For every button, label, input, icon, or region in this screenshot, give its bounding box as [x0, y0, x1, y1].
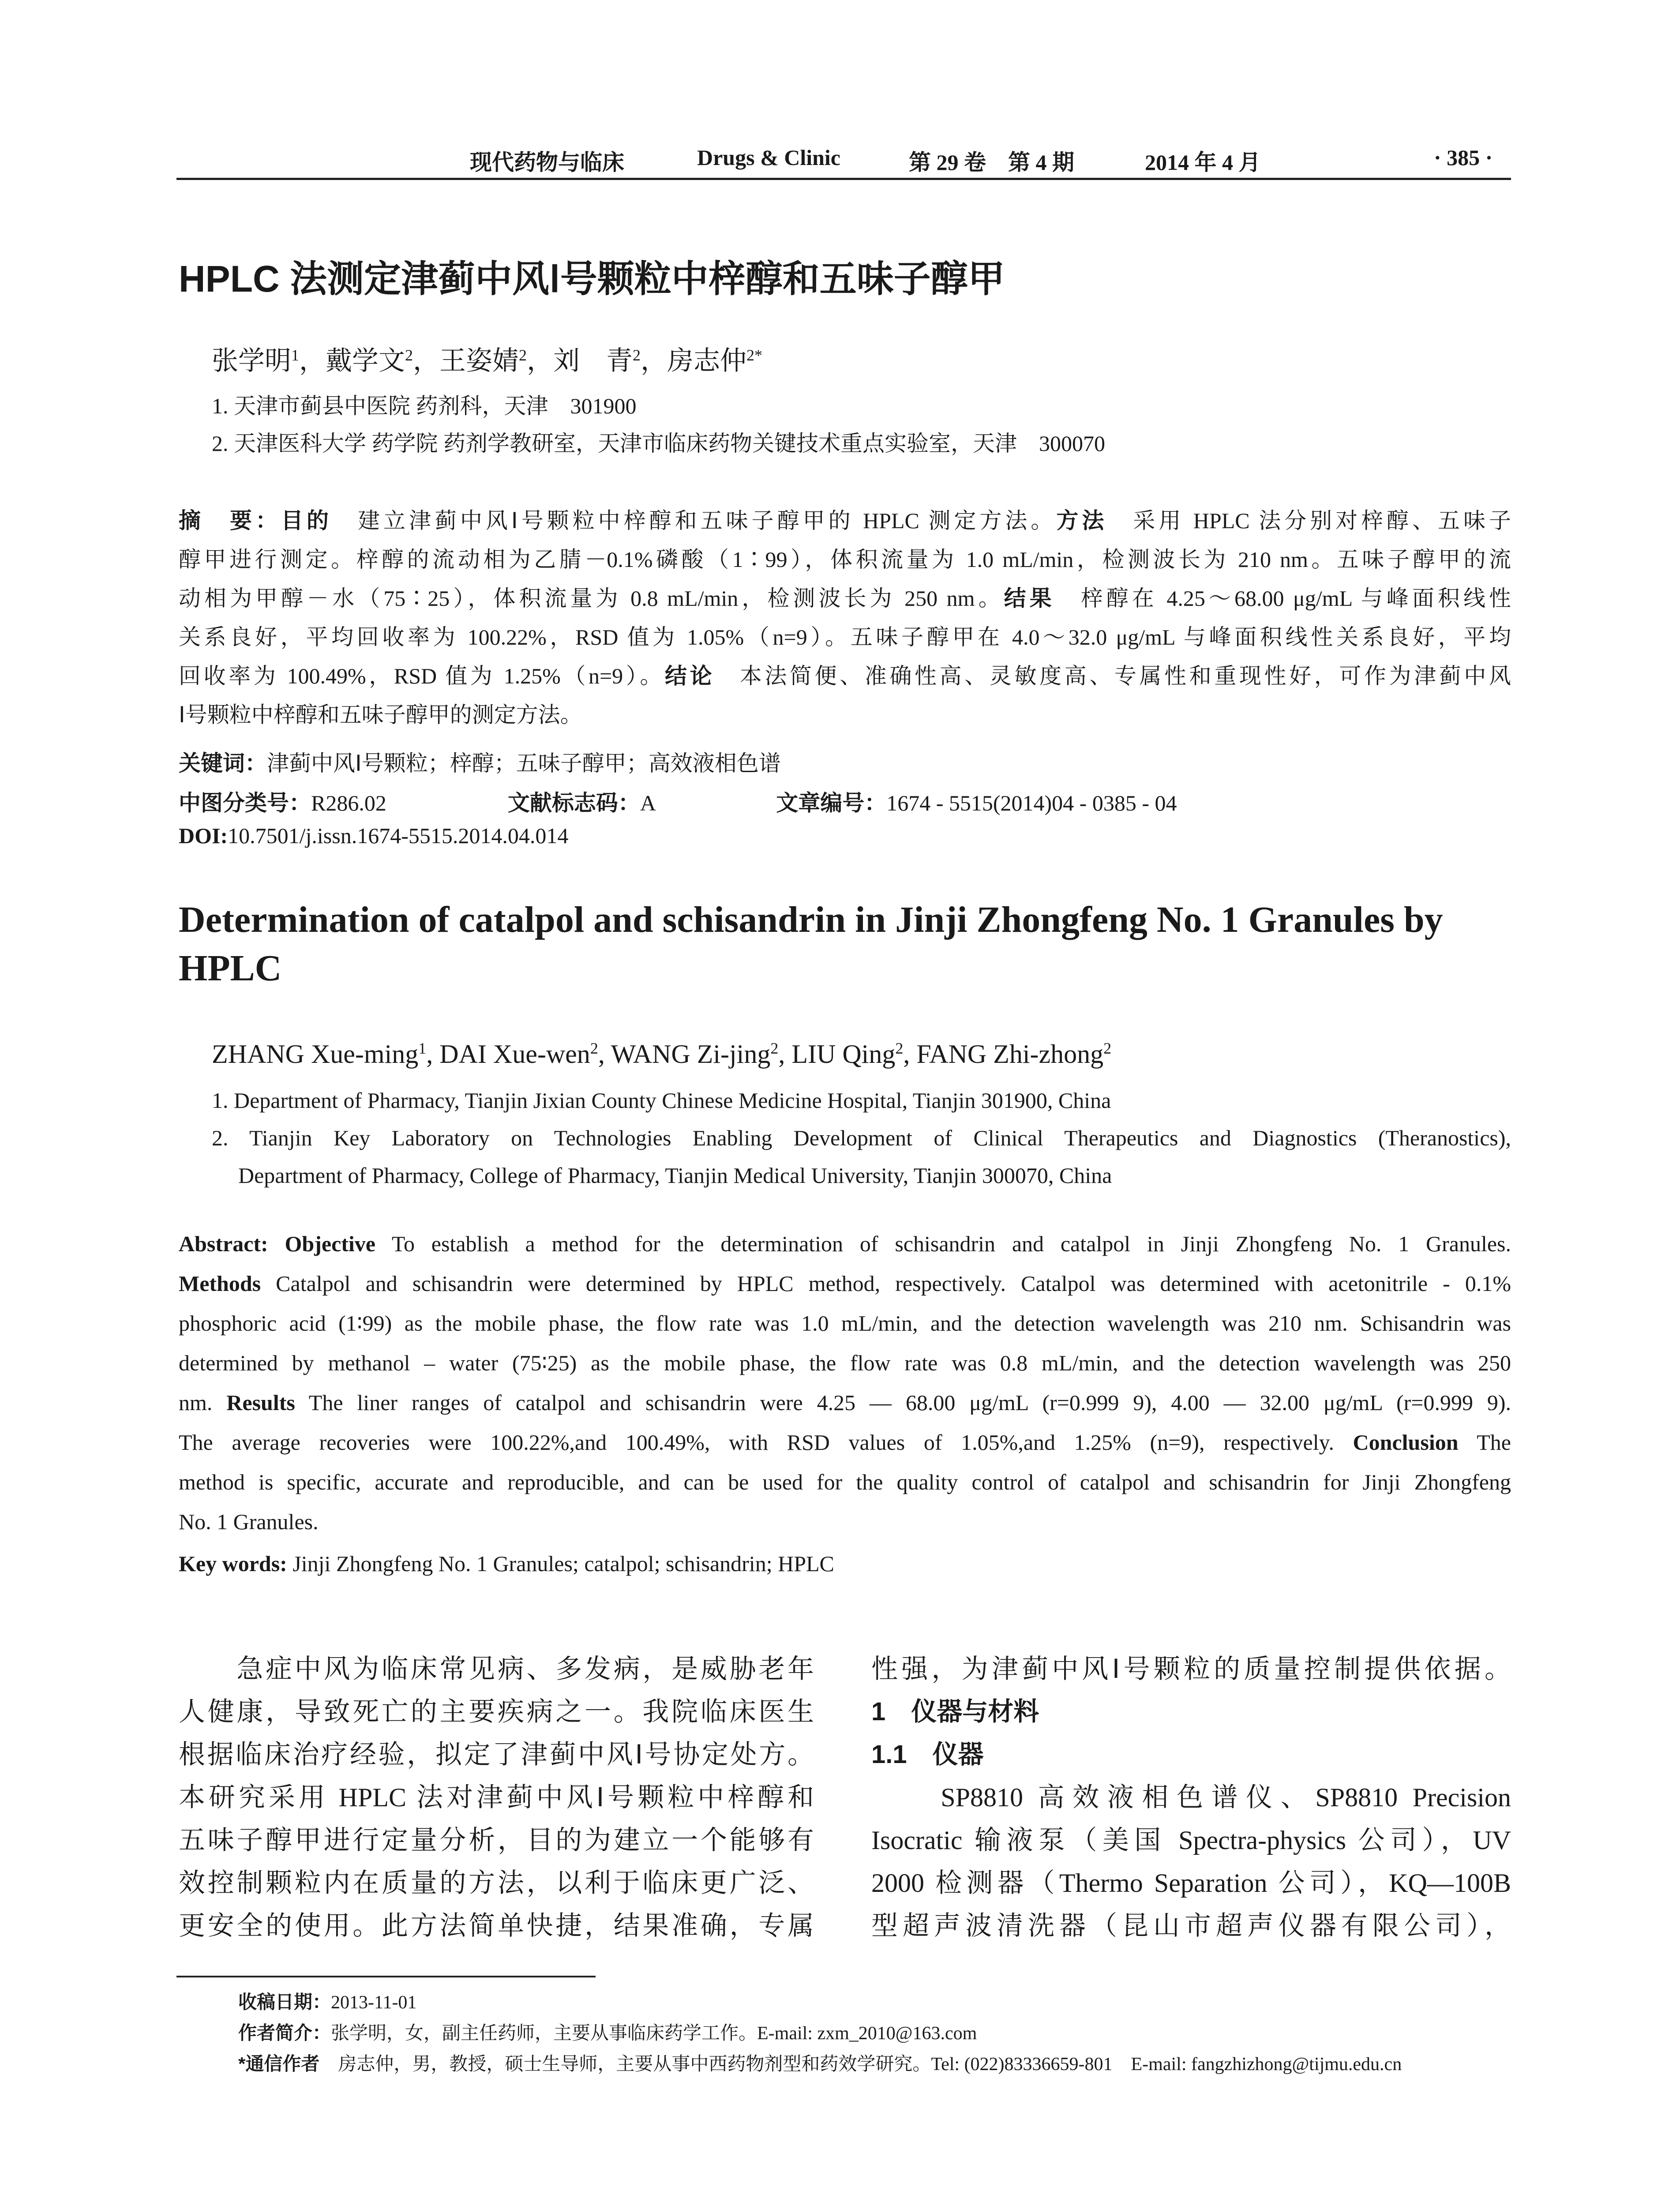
article-no-value: 1674 - 5515(2014)04 - 0385 - 04 [886, 791, 1177, 815]
author-affiliation-mark: 2 [590, 1039, 598, 1057]
author-name: 张学明 [212, 346, 291, 375]
body-text-line: 五味子醇甲进行定量分析，目的为建立一个能够有 [179, 1826, 814, 1855]
running-header [176, 141, 1511, 176]
author-separator: ， [527, 346, 553, 375]
abstract-text: No. 1 Granules. [179, 1509, 319, 1534]
author-affiliation-mark: 2 [770, 1039, 779, 1057]
body-text-line: 2000 检测器（Thermo Separation 公司），KQ—100B [871, 1868, 1511, 1898]
abstract-label: 摘 要： [179, 508, 281, 533]
cn-authors [212, 340, 762, 378]
body-text-line: 型超声波清洗器（昆山市超声仪器有限公司）， [871, 1911, 1511, 1940]
abstract-section-label: 结论 [664, 664, 715, 688]
abstract-line [179, 1350, 1511, 1376]
abstract-text: 采用 HPLC 法分别对梓醇、五味子 [1107, 508, 1511, 533]
abstract-text: method is specific, accurate and reproducible, and can be used for the quality control of catalpol and schisandrin for Jinji Zhongfeng [179, 1470, 1511, 1494]
abstract-text: 回收率为 100.49%，RSD 值为 1.25%（n=9）。 [179, 664, 665, 688]
author-label: 作者简介： [238, 2022, 331, 2043]
cn-keywords-text: 津蓟中风Ⅰ号颗粒；梓醇；五味子醇甲；高效液相色谱 [267, 751, 781, 776]
footnote-corresponding [238, 2049, 1402, 2076]
author-separator: ， [413, 346, 439, 375]
corr-info: 房志仲，男，教授，硕士生导师，主要从事中西药物剂型和药效学研究。Tel: (022)83336659-801 E-mail: fangzhizhong@tijmu.edu.cn [319, 2054, 1402, 2075]
doi-value: 10.7501/j.issn.1674-5515.2014.04.014 [228, 823, 569, 848]
author-name: DAI Xue-wen [439, 1039, 590, 1069]
abstract-line [179, 1429, 1511, 1455]
body-text-line: Isocratic 输液泵（美国 Spectra-physics 公司），UV [871, 1826, 1511, 1855]
body-text-line: 人健康，导致死亡的主要疾病之一。我院临床医生 [179, 1697, 814, 1726]
volume-issue: 第 29 卷 第 4 期 [909, 150, 1074, 175]
en-keywords-text: Jinji Zhongfeng No. 1 Granules; catalpol; schisandrin; HPLC [292, 1551, 834, 1576]
footnote-rule [176, 1976, 596, 1977]
en-title: Determination of catalpol and schisandrin in Jinji Zhongfeng No. 1 Granules by HPLC [179, 899, 1443, 989]
page-number: · 385 · [1434, 145, 1493, 170]
abstract-text: The liner ranges of catalpol and schisandrin were 4.25 — 68.00 μg/mL (r=0.999 9), 4.00 — 32.00 μg/mL (r=0.999 9). [295, 1390, 1511, 1415]
abstract-text: 本法简便、准确性高、灵敏度高、专属性和重现性好，可作为津蓟中风 [715, 664, 1511, 688]
abstract-text: 醇甲进行测定。梓醇的流动相为乙腈－0.1%磷酸（1∶99），体积流量为 1.0 mL/min，检测波长为 210 nm。五味子醇甲的流 [179, 547, 1511, 572]
footnote-received [238, 1988, 416, 2014]
received-date: 2013-11-01 [331, 1992, 417, 2013]
en-authors [212, 1039, 1111, 1069]
body-text-line: SP8810 高效液相色谱仪、SP8810 Precision [871, 1783, 1511, 1812]
abstract-section-label: Conclusion [1353, 1430, 1459, 1455]
journal-name-cn: 现代药物与临床 [470, 150, 624, 175]
abstract-line [179, 1231, 1511, 1257]
cn-affiliation-1: 1. 天津市蓟县中医院 药剂科，天津 301900 [212, 394, 637, 418]
corr-label: *通信作者 [238, 2053, 320, 2074]
abstract-text: 动相为甲醇－水（75∶25），体积流量为 0.8 mL/min，检测波长为 250 nm。 [179, 586, 1004, 611]
abstract-text: 梓醇在 4.25～68.00 μg/mL 与峰面积线性 [1055, 586, 1511, 611]
abstract-text: phosphoric acid (1∶99) as the mobile phase, the flow rate was 1.0 mL/min, and the detection wavelength was 210 nm. Schisandrin was [179, 1311, 1511, 1336]
abstract-line [179, 1390, 1511, 1415]
author-affiliation-mark: 2 [895, 1039, 904, 1057]
cn-keywords [179, 746, 1511, 777]
abstract-section-label: 结果 [1004, 586, 1055, 611]
en-affiliation-2: 2. Tianjin Key Laboratory on Technologies Enabling Development of Clinical Therapeutics and Diagnostics (Theranostics), [212, 1126, 1511, 1150]
abstract-line [179, 503, 1511, 535]
doc-code-value: A [640, 791, 655, 815]
abstract-section-label: Results [226, 1390, 295, 1415]
author-name: 刘 青 [553, 346, 633, 375]
abstract-text: The average recoveries were 100.22%,and 100.49%, with RSD values of 1.05%,and 1.25% (n=9), respectively. [179, 1430, 1353, 1455]
author-name: 房志仲 [667, 346, 746, 375]
cn-keywords-label: 关键词： [179, 751, 267, 776]
en-keywords-label: Key words: [179, 1551, 287, 1576]
author-affiliation-mark: 2 [405, 346, 413, 364]
cn-affiliation-2: 2. 天津医科大学 药学院 药剂学教研室，天津市临床药物关键技术重点实验室，天津 300070 [212, 431, 1105, 456]
author-affiliation-mark: 2 [519, 346, 527, 364]
section-heading: 1 仪器与材料 [871, 1697, 1039, 1726]
abstract-line [179, 1271, 1511, 1296]
article-no-label: 文章编号： [776, 791, 887, 815]
cn-title: HPLC 法测定津蓟中风Ⅰ号颗粒中梓醇和五味子醇甲 [179, 258, 1005, 300]
author-separator: ， [641, 346, 667, 375]
abstract-text: 建立津蓟中风Ⅰ号颗粒中梓醇和五味子醇甲的 HPLC 测定方法。 [332, 508, 1057, 533]
abstract-text: determined by methanol – water (75∶25) as the mobile phase, the flow rate was 0.8 mL/min, and the detection wavelength was 250 [179, 1351, 1511, 1375]
author-info: 张学明，女，副主任药师，主要从事临床药学工作。E-mail: zxm_2010@163.com [331, 2023, 977, 2044]
abstract-line [179, 1469, 1511, 1495]
author-separator: , [778, 1039, 792, 1069]
received-label: 收稿日期： [238, 1992, 331, 2012]
body-text-line: 更安全的使用。此方法简单快捷，结果准确，专属 [179, 1911, 814, 1940]
author-separator: , [598, 1039, 611, 1069]
author-affiliation-mark: 2 [633, 346, 641, 364]
body-text-line: 本研究采用 HPLC 法对津蓟中风Ⅰ号颗粒中梓醇和 [179, 1783, 814, 1812]
author-name: FANG Zhi-zhong [916, 1039, 1104, 1069]
author-affiliation-mark: 2* [746, 346, 762, 364]
abstract-text: To establish a method for the determination of schisandrin and catalpol in Jinji Zhongfeng No. 1 Granules. [375, 1231, 1511, 1256]
abstract-text: The [1458, 1430, 1511, 1455]
doi-label: DOI: [179, 823, 228, 848]
body-text-line: 性强，为津蓟中风Ⅰ号颗粒的质量控制提供依据。 [871, 1654, 1511, 1684]
abstract-text: nm. [179, 1390, 227, 1415]
en-affiliation-1: 1. Department of Pharmacy, Tianjin Jixian County Chinese Medicine Hospital, Tianjin 301900, China [212, 1088, 1111, 1113]
abstract-line [179, 658, 1511, 690]
clc-label: 中图分类号： [179, 791, 311, 815]
abstract-line [179, 542, 1511, 574]
abstract-section-label: Abstract: Objective [179, 1231, 375, 1256]
author-separator: ， [299, 346, 326, 375]
body-text-line: 根据临床治疗经验，拟定了津蓟中风Ⅰ号协定处方。 [179, 1740, 814, 1769]
abstract-section-label: 方法 [1056, 508, 1108, 533]
author-name: ZHANG Xue-ming [212, 1039, 419, 1069]
author-separator: , [426, 1039, 440, 1069]
author-name: WANG Zi-jing [611, 1039, 771, 1069]
abstract-text: 关系良好，平均回收率为 100.22%，RSD 值为 1.05%（n=9）。五味子醇甲在 4.0～32.0 μg/mL 与峰面积线性关系良好，平均 [179, 625, 1511, 649]
abstract-line [179, 619, 1511, 651]
abstract-text: Ⅰ号颗粒中梓醇和五味子醇甲的测定方法。 [179, 702, 582, 727]
author-affiliation-mark: 1 [291, 346, 299, 364]
en-keywords [179, 1551, 1511, 1576]
abstract-section-label: Methods [179, 1271, 261, 1296]
author-affiliation-mark: 1 [418, 1039, 427, 1057]
cn-classification [179, 785, 1511, 817]
doi-line [179, 823, 1511, 848]
abstract-line [179, 697, 1511, 729]
footnote-author [238, 2018, 977, 2045]
author-name: 王姿婧 [439, 346, 519, 375]
clc-value: R286.02 [311, 791, 386, 815]
issue-date: 2014 年 4 月 [1145, 150, 1261, 175]
abstract-line [179, 581, 1511, 612]
body-text-line: 急症中风为临床常见病、多发病，是威胁老年 [179, 1654, 814, 1684]
abstract-section-label: 目的 [281, 508, 332, 533]
body-text-line: 效控制颗粒内在质量的方法，以利于临床更广泛、 [179, 1868, 814, 1898]
abstract-text: Catalpol and schisandrin were determined by HPLC method, respectively. Catalpol was determined with acetonitrile - 0.1% [261, 1271, 1511, 1296]
journal-name-en: Drugs & Clinic [697, 145, 840, 170]
author-affiliation-mark: 2 [1103, 1039, 1112, 1057]
header-rule [176, 178, 1511, 180]
abstract-line [179, 1509, 1511, 1534]
section-heading: 1.1 仪器 [871, 1740, 984, 1769]
en-affiliation-2-cont: Department of Pharmacy, College of Pharmacy, Tianjin Medical University, Tianjin 300070, China [238, 1163, 1112, 1188]
doc-code-label: 文献标志码： [507, 791, 640, 815]
author-name: LIU Qing [791, 1039, 896, 1069]
author-name: 戴学文 [326, 346, 405, 375]
abstract-line [179, 1310, 1511, 1336]
author-separator: , [903, 1039, 917, 1069]
